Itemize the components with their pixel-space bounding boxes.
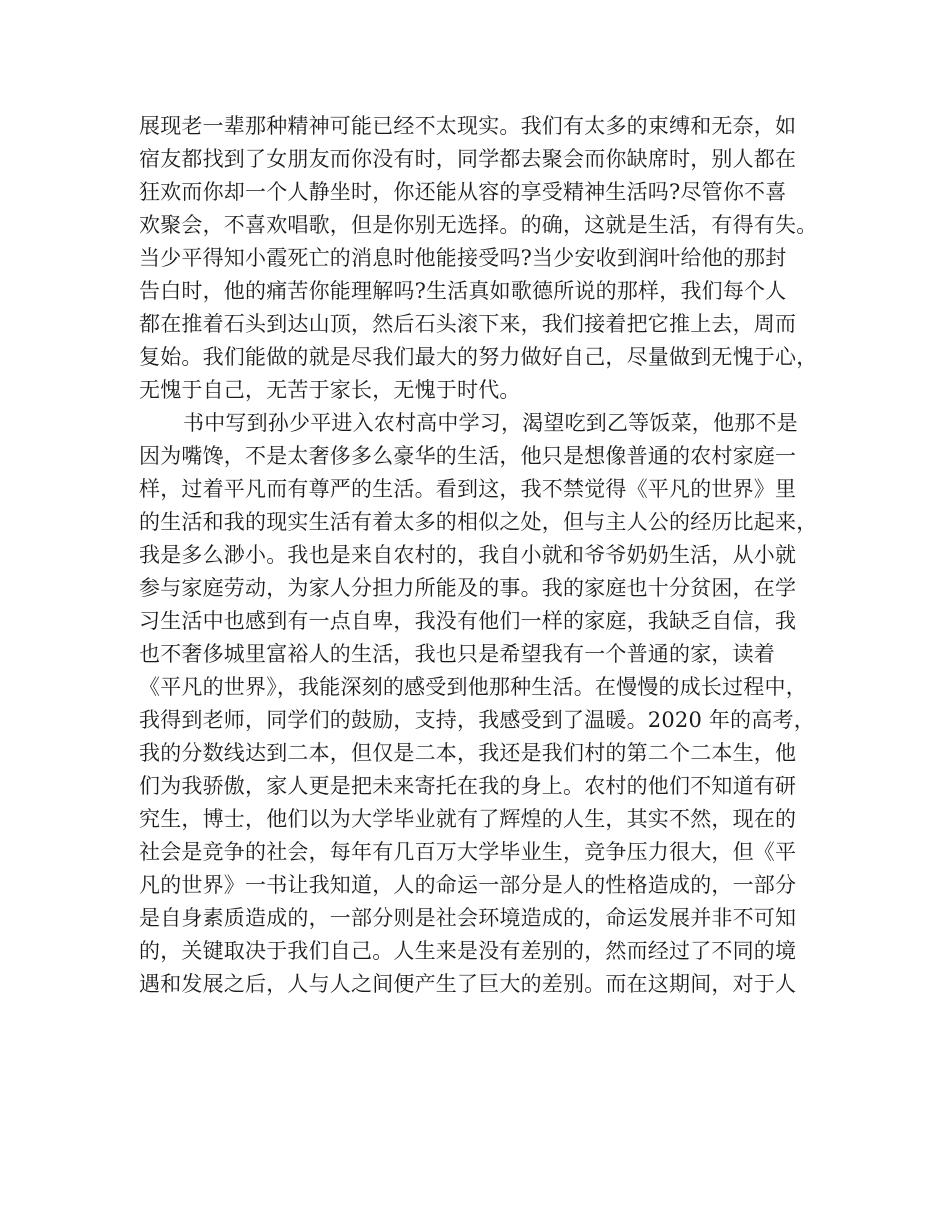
text-line: 《平凡的世界》，我能深刻的感受到他那种生活。在慢慢的成长过程中， (139, 675, 807, 699)
text-line: 复始。我们能做的就是尽我们最大的努力做好自己，尽量做到无愧于心， (139, 345, 818, 369)
text-line: 的生活和我的现实生活有着太多的相似之处，但与主人公的经历比起来， (139, 510, 818, 534)
text-line: 我得到老师，同学们的鼓励，支持，我感受到了温暖。2020 年的高考， (139, 708, 815, 732)
text-line: 们为我骄傲，家人更是把未来寄托在我的身上。农村的他们不知道有研 (139, 774, 797, 798)
text-line: 遇和发展之后，人与人之间便产生了巨大的差别。而在这期间，对于人 (139, 972, 797, 996)
text-line: 我是多么渺小。我也是来自农村的，我自小就和爷爷奶奶生活，从小就 (139, 543, 797, 567)
text-line: 因为嘴馋，不是太奢侈多么豪华的生活，他只是想像普通的农村家庭一 (139, 444, 797, 468)
text-line: 宿友都找到了女朋友而你没有时，同学都去聚会而你缺席时，别人都在 (139, 147, 797, 171)
text-line: 都在推着石头到达山顶，然后石头滚下来，我们接着把它推上去，周而 (139, 312, 797, 336)
text-line: 也不奢侈城里富裕人的生活，我也只是希望我有一个普通的家，读着 (139, 642, 775, 666)
text-line: 凡的世界》一书让我知道，人的命运一部分是人的性格造成的，一部分 (139, 873, 797, 897)
text-line: 是自身素质造成的，一部分则是社会环境造成的，命运发展并非不可知 (139, 906, 797, 930)
text-line: 参与家庭劳动，为家人分担力所能及的事。我的家庭也十分贫困，在学 (139, 576, 797, 600)
text-line: 狂欢而你却一个人静坐时，你还能从容的享受精神生活吗?尽管你不喜 (139, 180, 787, 204)
text-line: 社会是竞争的社会，每年有几百万大学毕业生，竞争压力很大，但《平 (139, 840, 797, 864)
paragraph-start-line: 书中写到孙少平进入农村高中学习，渴望吃到乙等饭菜，他那不是 (183, 411, 798, 435)
text-line: 我的分数线达到二本，但仅是二本，我还是我们村的第二个二本生，他 (139, 741, 797, 765)
text-line: 告白时，他的痛苦你能理解吗?生活真如歌德所说的那样，我们每个人 (139, 279, 787, 303)
text-line: 当少平得知小霞死亡的消息时他能接受吗?当少安收到润叶给他的那封 (139, 246, 787, 270)
text-line: 习生活中也感到有一点自卑，我没有他们一样的家庭，我缺乏自信，我 (139, 609, 797, 633)
body-text (139, 110, 839, 1001)
text-line: 展现老一辈那种精神可能已经不太现实。我们有太多的束缚和无奈，如 (139, 114, 797, 138)
text-line: 究生，博士，他们以为大学毕业就有了辉煌的人生，其实不然，现在的 (139, 807, 797, 831)
text-line: 样，过着平凡而有尊严的生活。看到这，我不禁觉得《平凡的世界》里 (139, 477, 797, 501)
text-line: 无愧于自己，无苦于家长，无愧于时代。 (139, 378, 521, 402)
text-line: 欢聚会，不喜欢唱歌，但是你别无选择。的确，这就是生活，有得有失。 (139, 213, 818, 237)
text-line: 的，关键取决于我们自己。人生来是没有差别的，然而经过了不同的境 (139, 939, 797, 963)
